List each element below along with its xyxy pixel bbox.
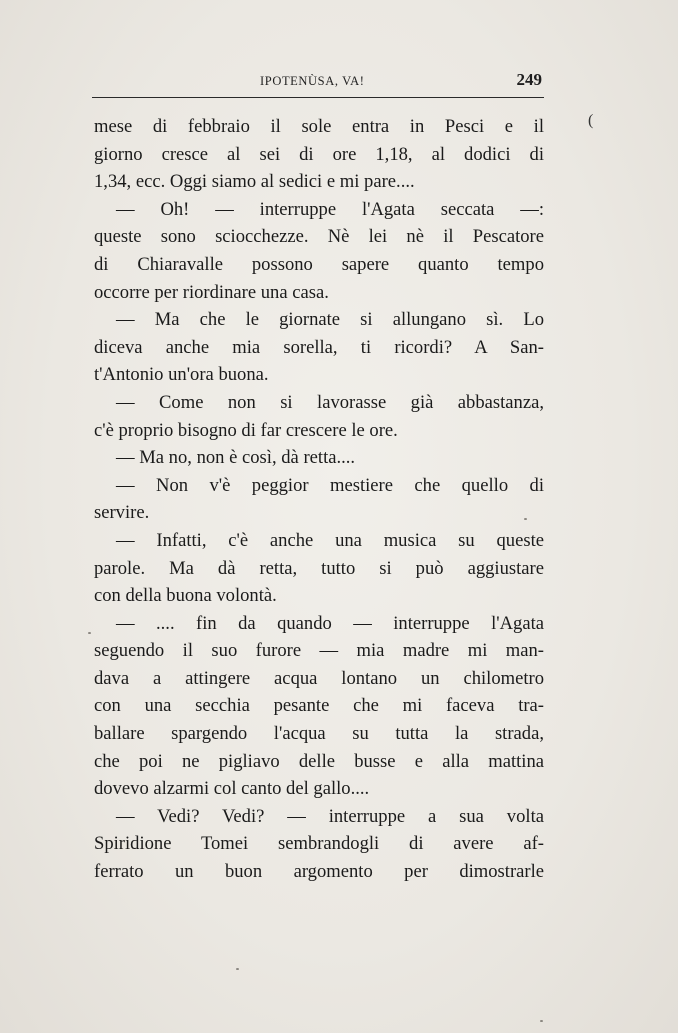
page-number: 249 [516, 70, 542, 89]
text-line: dovevo alzarmi col canto del gallo.... [94, 778, 370, 800]
paper-speck [540, 1020, 543, 1022]
text-line: queste sono sciocchezze. Nè lei nè il Pescatore [94, 226, 544, 248]
text-line: — Oh! — interruppe l'Agata seccata —: [116, 198, 544, 220]
text-line: — Vedi? Vedi? — interruppe a sua volta [116, 805, 544, 827]
text-line: 1,34, ecc. Oggi siamo al sedici e mi pare.... [94, 171, 415, 193]
text-line: — Infatti, c'è anche una musica su queste [116, 529, 544, 551]
text-line: mese di febbraio il sole entra in Pesci e il [94, 116, 544, 137]
page-header [92, 70, 544, 96]
text-line: occorre per riordinare una casa. [94, 281, 329, 303]
text-line: t'Antonio un'ora buona. [94, 364, 269, 386]
text-line: con della buona volontà. [94, 585, 277, 607]
text-line: diceva anche mia sorella, ti ricordi? A San- [94, 336, 544, 358]
paper-speck [236, 968, 239, 970]
running-title: IPOTENÙSA, VA! [260, 74, 365, 88]
margin-mark: ( [588, 112, 594, 129]
body-text [94, 113, 544, 886]
text-line: parole. Ma dà retta, tutto si può aggiustare [94, 557, 544, 579]
text-line: che poi ne pigliavo delle busse e alla mattina [94, 750, 544, 772]
text-line: c'è proprio bisogno di far crescere le ore. [94, 419, 398, 441]
text-line: di Chiaravalle possono sapere quanto tempo [94, 253, 544, 275]
text-line: — Come non si lavorasse già abbastanza, [116, 391, 544, 413]
text-line: seguendo il suo furore — mia madre mi man- [94, 640, 544, 662]
header-rule [92, 97, 544, 98]
text-line: dava a attingere acqua lontano un chilometro [94, 667, 544, 689]
text-line: — .... fin da quando — interruppe l'Agata [116, 612, 544, 634]
text-line: — Non v'è peggior mestiere che quello di [116, 474, 544, 496]
paper-speck [524, 518, 527, 520]
text-line: — Ma che le giornate si allungano sì. Lo [116, 309, 544, 331]
text-line: Spiridione Tomei sembrandogli di avere af- [94, 833, 544, 855]
text-line: — Ma no, non è così, dà retta.... [116, 447, 356, 469]
text-line: con una secchia pesante che mi faceva tra- [94, 695, 544, 717]
text-line: servire. [94, 502, 150, 524]
text-line: ballare spargendo l'acqua su tutta la strada, [94, 723, 544, 745]
text-line: giorno cresce al sei di ore 1,18, al dodici di [94, 143, 544, 165]
text-line: ferrato un buon argomento per dimostrarle [94, 861, 544, 883]
paper-speck [88, 632, 91, 634]
